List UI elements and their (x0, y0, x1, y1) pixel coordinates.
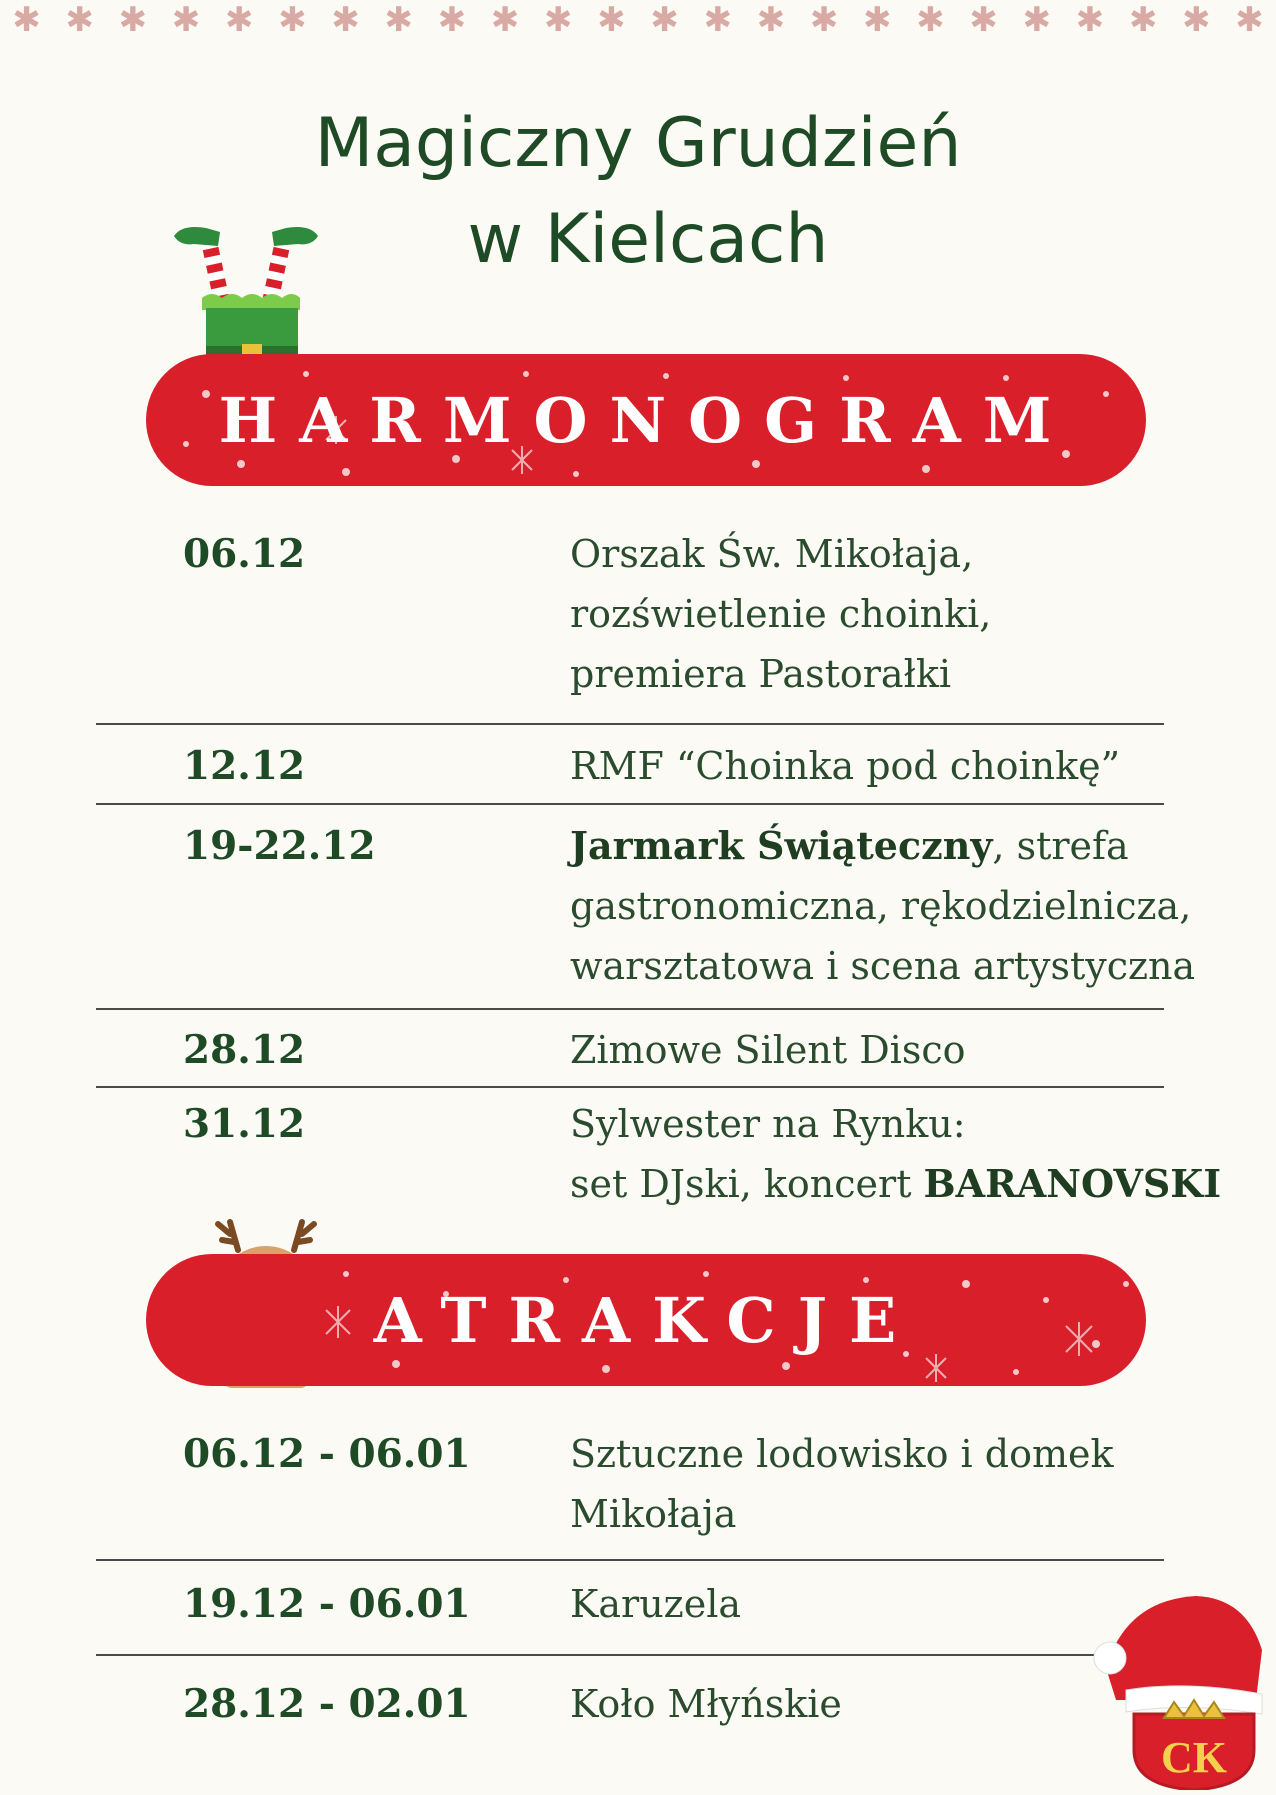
section-heading: HARMONOGRAM (218, 383, 1074, 457)
text-segment: Koło Młyńskie (570, 1682, 842, 1726)
event-description (570, 1094, 1270, 1214)
description-line (570, 1094, 1270, 1154)
snowflake-star-icon: ✱ (703, 0, 733, 40)
page-title-line-1: Magiczny Grudzień (314, 104, 962, 183)
highlight-text: Jarmark Świąteczny (570, 823, 993, 868)
text-segment: Sylwester na Rynku: (570, 1102, 966, 1146)
snowflake-star-icon: ✱ (1128, 0, 1158, 40)
row-divider (96, 723, 1164, 725)
text-segment: , strefa (992, 824, 1129, 868)
description-line (570, 876, 1270, 936)
row-divider (96, 1654, 1164, 1656)
snowflake-star-icon: ✱ (756, 0, 786, 40)
event-date: 31.12 (183, 1101, 306, 1147)
row-divider (96, 1008, 1164, 1010)
section-banner-atrakcje (146, 1254, 1146, 1386)
text-segment: RMF “Choinka pod choinkę” (570, 744, 1121, 788)
snowflake-star-icon: ✱ (490, 0, 520, 40)
snowflake-star-icon: ✱ (225, 0, 254, 40)
text-segment: gastronomiczna, rękodzielnicza, (570, 884, 1192, 928)
highlight-text: BARANOVSKI (923, 1161, 1222, 1206)
event-description (570, 1020, 1270, 1080)
snowflake-star-icon: ✱ (118, 0, 148, 40)
event-date: 28.12 - 02.01 (183, 1681, 471, 1727)
section-heading: ATRAKCJE (373, 1283, 919, 1357)
description-line (570, 1154, 1270, 1214)
crest-logo-text: CK (1161, 1733, 1227, 1782)
text-segment: warsztatowa i scena artystyczna (570, 944, 1196, 988)
description-line (570, 644, 1270, 704)
description-line (570, 736, 1270, 796)
snowflake-star-icon: ✱ (1022, 0, 1052, 40)
event-description (570, 736, 1270, 796)
event-description (570, 524, 1270, 704)
snowflake-star-icon: ✱ (331, 0, 360, 40)
event-date: 28.12 (183, 1027, 306, 1073)
snowflake-star-icon: ✱ (544, 0, 573, 40)
event-date: 06.12 (183, 531, 306, 577)
description-line (570, 524, 1270, 584)
event-date: 12.12 (183, 743, 306, 789)
text-segment: premiera Pastorałki (570, 652, 952, 696)
snowflake-star-icon: ✱ (650, 0, 679, 40)
snowflake-star-icon: ✱ (969, 0, 998, 40)
text-segment: Mikołaja (570, 1492, 737, 1536)
event-date: 19.12 - 06.01 (183, 1581, 471, 1627)
snowflake-star-icon: ✱ (65, 0, 94, 40)
text-segment: rozświetlenie choinki, (570, 592, 992, 636)
star-border (0, 0, 1276, 40)
text-segment: Karuzela (570, 1582, 741, 1626)
snowflake-star-icon: ✱ (384, 0, 414, 40)
description-line (570, 1020, 1270, 1080)
row-divider (96, 803, 1164, 805)
text-segment: Zimowe Silent Disco (570, 1028, 966, 1072)
description-line (570, 1424, 1270, 1484)
event-description (570, 816, 1270, 996)
snowflake-star-icon: ✱ (278, 0, 307, 40)
elf-legs-icon (172, 222, 332, 362)
description-line (570, 584, 1270, 644)
text-segment: set DJski, koncert (570, 1162, 924, 1206)
snowflake-star-icon: ✱ (1075, 0, 1105, 40)
snowflake-star-icon: ✱ (171, 0, 201, 40)
description-line (570, 936, 1270, 996)
text-segment: Orszak Św. Mikołaja, (570, 532, 974, 576)
snowflake-star-icon: ✱ (437, 0, 467, 40)
section-banner-harmonogram (146, 354, 1146, 486)
description-line (570, 1484, 1270, 1544)
event-description (570, 1424, 1270, 1544)
snowflake-star-icon: ✱ (12, 0, 41, 40)
snowflake-star-icon: ✱ (1235, 0, 1264, 40)
santa-hat-crest-icon (1086, 1590, 1272, 1790)
event-date: 06.12 - 06.01 (183, 1431, 471, 1477)
snowflake-star-icon: ✱ (597, 0, 626, 40)
text-segment: Sztuczne lodowisko i domek (570, 1432, 1114, 1476)
event-date: 19-22.12 (183, 823, 376, 869)
snowflake-star-icon: ✱ (809, 0, 839, 40)
row-divider (96, 1086, 1164, 1088)
snowflake-star-icon: ✱ (863, 0, 892, 40)
description-line (570, 816, 1270, 876)
snowflake-star-icon: ✱ (1182, 0, 1211, 40)
row-divider (96, 1559, 1164, 1561)
page-title-line-2: w Kielcach (467, 200, 829, 279)
snowflake-star-icon: ✱ (916, 0, 945, 40)
